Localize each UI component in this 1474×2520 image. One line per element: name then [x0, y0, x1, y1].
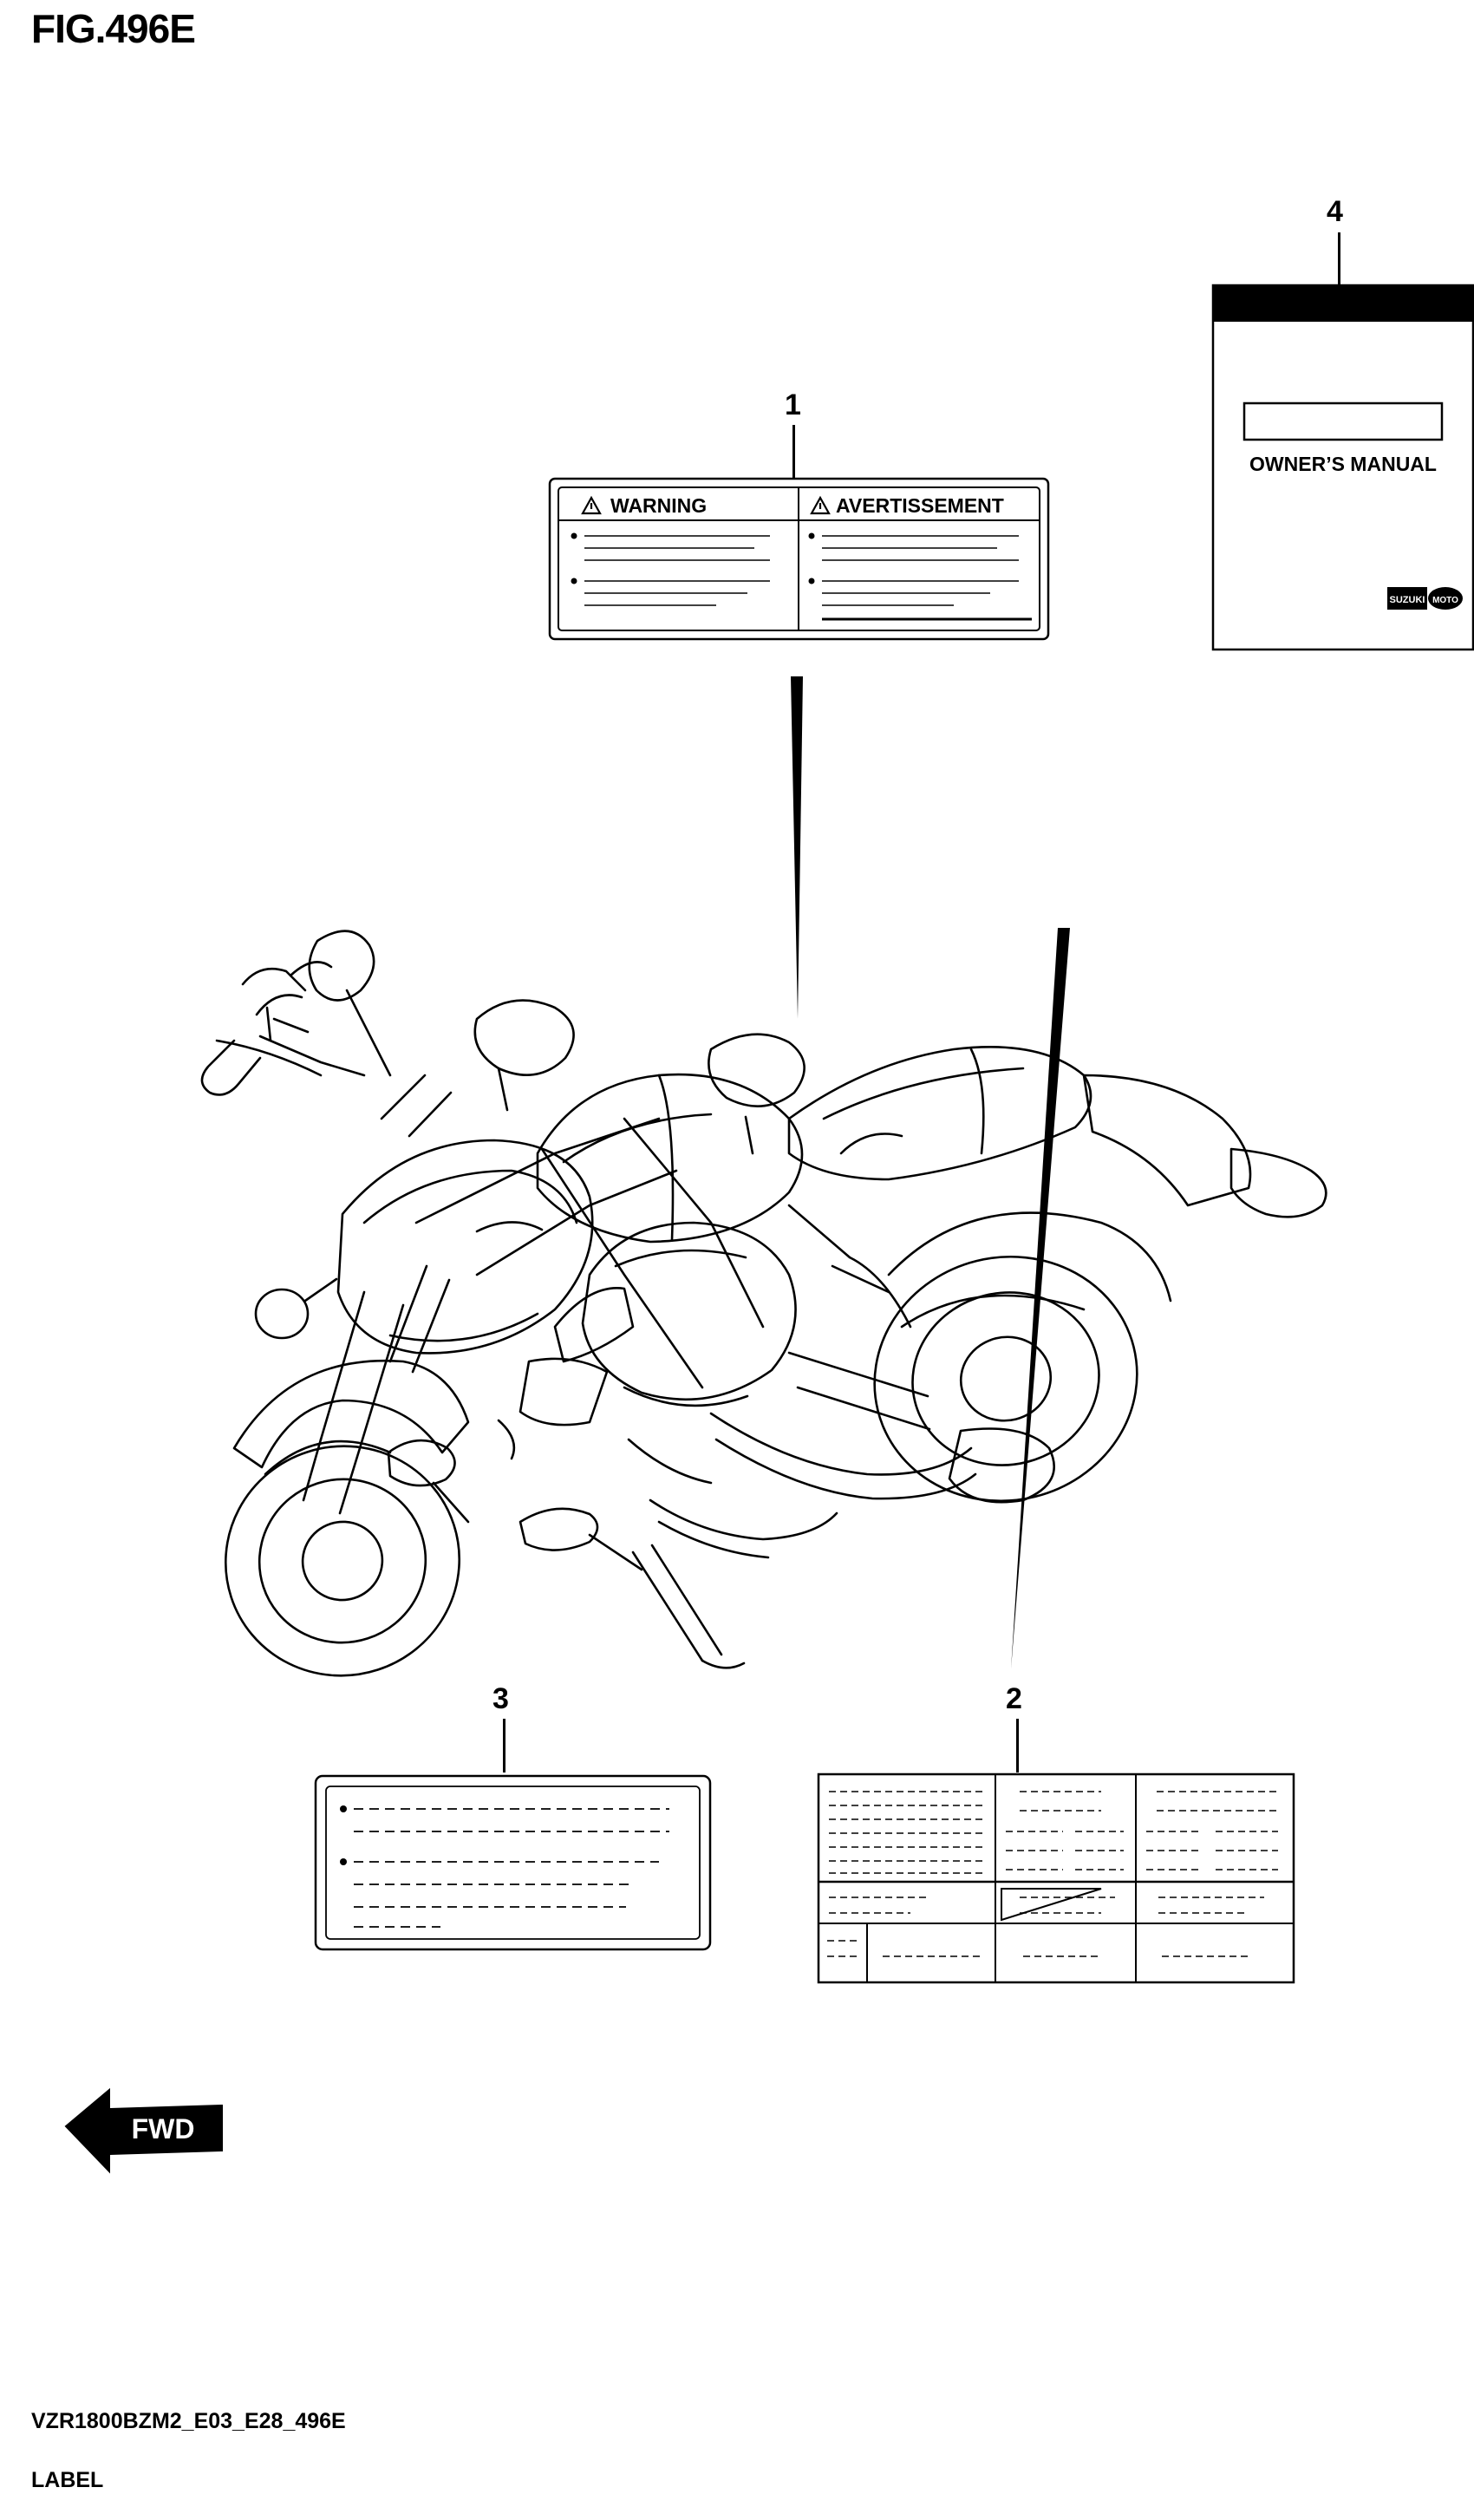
- callout-number-1: 1: [785, 388, 801, 421]
- leader-line-4: [1338, 232, 1340, 286]
- leader-line-3: [503, 1719, 505, 1772]
- motorcycle-illustration: [104, 668, 1457, 1717]
- svg-text:MOTO: MOTO: [1432, 596, 1458, 605]
- tire-information-label-graphic: [312, 1772, 720, 1959]
- warning-label-graphic: [546, 475, 1058, 649]
- leader-line-2: [1016, 1719, 1019, 1772]
- svg-text:AVERTISSEMENT: AVERTISSEMENT: [836, 494, 1004, 517]
- leader-line-1: [792, 425, 795, 479]
- svg-text:SUZUKI: SUZUKI: [1389, 595, 1425, 605]
- callout-number-4: 4: [1327, 195, 1343, 228]
- owners-manual-graphic: [1210, 282, 1474, 655]
- svg-text:FWD: FWD: [131, 2113, 195, 2145]
- page-title: FIG.496E: [31, 6, 195, 51]
- svg-text:OWNER’S MANUAL: OWNER’S MANUAL: [1249, 453, 1437, 475]
- figure-code: VZR1800BZM2_E03_E28_496E: [31, 2409, 346, 2433]
- forward-direction-marker: [61, 2081, 234, 2177]
- svg-text:WARNING: WARNING: [610, 494, 708, 517]
- specification-label-graphic: [815, 1771, 1301, 1988]
- callout-number-2: 2: [1006, 1682, 1022, 1715]
- callout-number-3: 3: [492, 1682, 509, 1715]
- figure-section-label: LABEL: [31, 2468, 104, 2492]
